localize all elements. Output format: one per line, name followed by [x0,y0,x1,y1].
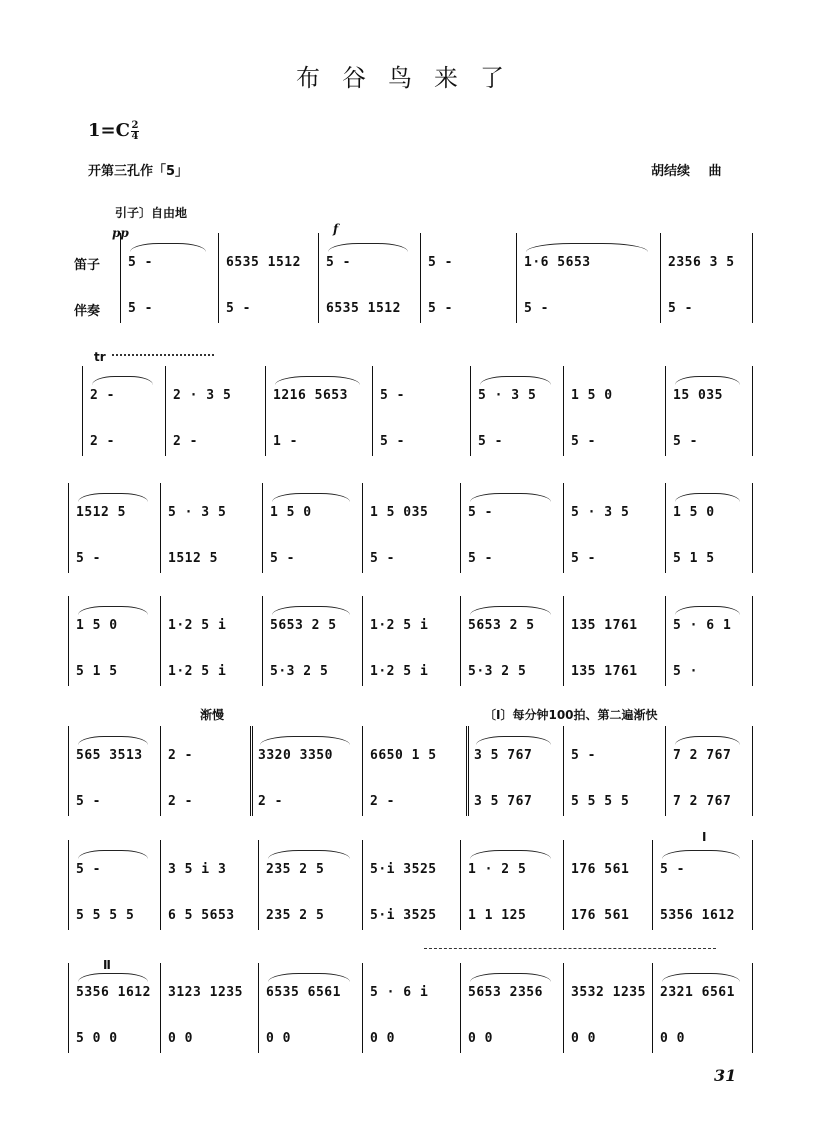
time-sig-top: 2 [131,119,139,131]
slur-mark [78,736,148,745]
barline [516,233,517,323]
accomp-measure: 5 5 5 5 [571,794,630,809]
accomp-measure: 5 · [673,664,698,679]
barline [372,366,373,456]
part-label-flute: 笛子 [74,258,101,273]
flute-measure: 5 - [128,255,153,270]
barline [665,726,666,816]
composer-credit: 胡结续 曲 [651,164,722,179]
flute-measure: 565 3513 [76,748,143,763]
accomp-measure: 0 0 [468,1031,493,1046]
flute-measure: 1 5 0 [76,618,118,633]
slur-mark [470,850,551,859]
flute-measure: 5 - [326,255,351,270]
flute-measure: 3532 1235 [571,985,646,1000]
accomp-measure: 5 - [128,301,153,316]
slur-mark [92,376,153,385]
barline [665,483,666,573]
barline [460,483,461,573]
slur-mark [470,606,551,615]
barline [660,233,661,323]
barline [68,726,69,816]
barline [262,596,263,686]
flute-measure: 5 - [660,862,685,877]
barline [218,233,219,323]
flute-measure: 2356 3 5 [668,255,735,270]
accomp-measure: 176 561 [571,908,630,923]
barline [563,596,564,686]
key-signature [88,120,139,142]
slur-mark [272,493,350,502]
accomp-measure: 5 - [76,551,101,566]
part-label-accomp: 伴奏 [74,304,101,319]
accomp-measure: 5 - [370,551,395,566]
accomp-measure: 2 - [370,794,395,809]
flute-measure: 5 - [571,748,596,763]
accomp-measure: 2 - [258,794,283,809]
accomp-measure: 2 - [90,434,115,449]
accomp-measure: 0 0 [266,1031,291,1046]
slur-mark [662,850,740,859]
trill-mark: tr [94,350,106,364]
flute-measure: 1 5 0 [270,505,312,520]
accomp-measure: 5 - [76,794,101,809]
barline [262,483,263,573]
barline [265,366,266,456]
barline [752,483,753,573]
barline [362,596,363,686]
flute-measure: 2 - [168,748,193,763]
barline [68,840,69,930]
key-label: 1=C [88,120,130,141]
barline [460,840,461,930]
flute-measure: 1 5 0 [571,388,613,403]
page-title: 布谷鸟来了 [296,64,526,92]
dynamic-pp: pp [112,226,129,240]
barline [165,366,166,456]
flute-measure: 5653 2 5 [468,618,535,633]
barline [466,726,472,816]
flute-measure: 1 · 2 5 [468,862,527,877]
flute-measure: 3123 1235 [168,985,243,1000]
flute-measure: 1·2 5 i [370,618,429,633]
accomp-measure: 5·3 2 5 [270,664,329,679]
barline [362,963,363,1053]
barline [82,366,83,456]
barline [665,366,666,456]
section-i-marker: Ⅰ [702,830,707,844]
accomp-measure: 5 - [571,551,596,566]
barline [752,840,753,930]
accomp-measure: 1·2 5 i [168,664,227,679]
accomp-measure: 0 0 [370,1031,395,1046]
slur-mark [526,243,648,252]
barline [160,726,161,816]
flute-measure: 1512 5 [76,505,126,520]
barline [160,483,161,573]
flute-measure: 1216 5653 [273,388,348,403]
flute-measure: 2321 6561 [660,985,735,1000]
accomp-measure: 135 1761 [571,664,638,679]
flute-measure: 15 035 [673,388,723,403]
accomp-measure: 1 - [273,434,298,449]
time-signature [131,121,139,142]
slur-mark [275,376,360,385]
slur-mark [470,973,551,982]
barline [665,596,666,686]
slur-mark [675,606,740,615]
flute-measure: 6535 6561 [266,985,341,1000]
accomp-measure: 5·3 2 5 [468,664,527,679]
flute-measure: 5 - [468,505,493,520]
flute-measure: 1 5 0 [673,505,715,520]
accomp-measure: 2 - [168,794,193,809]
accomp-measure: 5 0 0 [76,1031,118,1046]
barline [362,726,363,816]
barline [563,366,564,456]
barline [160,963,161,1053]
barline [160,840,161,930]
flute-measure: 5 · 6 1 [673,618,732,633]
flute-measure: 5356 1612 [76,985,151,1000]
flute-measure: 235 2 5 [266,862,325,877]
accomp-measure: 5 - [468,551,493,566]
tempo-marking: 〔Ⅰ〕每分钟100拍、第二遍渐快 [484,708,658,722]
flute-measure: 2 · 3 5 [173,388,232,403]
fingering-note: 开第三孔作「5」 [88,164,189,179]
accomp-measure: 5 - [270,551,295,566]
flute-measure: 5653 2356 [468,985,543,1000]
flute-measure: 5 - [428,255,453,270]
flute-measure: 5 - [380,388,405,403]
barline [420,233,421,323]
accomp-measure: 5356 1612 [660,908,735,923]
barline [362,840,363,930]
dynamic-f: f [333,222,339,236]
slur-mark [470,493,551,502]
accomp-measure: 3 5 767 [474,794,533,809]
accomp-measure: 5 - [380,434,405,449]
accomp-measure: 5 1 5 [76,664,118,679]
flute-measure: 1 5 035 [370,505,429,520]
accomp-measure: 5 5 5 5 [76,908,135,923]
barline [470,366,471,456]
accomp-measure: 5·i 3525 [370,908,437,923]
accomp-measure: 0 0 [571,1031,596,1046]
barline [652,840,653,930]
barline [460,596,461,686]
flute-measure: 5 · 6 i [370,985,429,1000]
trill-wavy-line [112,350,214,356]
flute-measure: 5 - [76,862,101,877]
barline [563,726,564,816]
accomp-measure: 1·2 5 i [370,664,429,679]
flute-measure: 1·6 5653 [524,255,591,270]
accomp-measure: 5 - [668,301,693,316]
barline [318,233,319,323]
barline [250,726,256,816]
slur-mark [78,850,148,859]
barline [120,233,121,323]
slur-mark [272,606,350,615]
barline [68,483,69,573]
accomp-measure: 2 - [173,434,198,449]
accomp-measure: 5 - [478,434,503,449]
flute-measure: 3 5 i 3 [168,862,227,877]
slur-mark [78,606,148,615]
accomp-measure: 5 - [226,301,251,316]
flute-measure: 5 · 3 5 [571,505,630,520]
accomp-measure: 5 - [673,434,698,449]
flute-measure: 1·2 5 i [168,618,227,633]
barline [752,726,753,816]
flute-measure: 5653 2 5 [270,618,337,633]
barline [752,963,753,1053]
barline [563,840,564,930]
slur-mark [476,736,551,745]
slur-mark [675,493,740,502]
accomp-measure: 235 2 5 [266,908,325,923]
barline [752,596,753,686]
barline [563,483,564,573]
accomp-measure: 7 2 767 [673,794,732,809]
flute-measure: 6535 1512 [226,255,301,270]
flute-measure: 7 2 767 [673,748,732,763]
slur-mark [480,376,551,385]
flute-measure: 6650 1 5 [370,748,437,763]
slowing-marking: 渐慢 [200,708,225,722]
barline [68,963,69,1053]
section-ii-marker: Ⅱ [103,958,111,972]
intro-marking: 引子〕自由地 [115,206,188,220]
slur-mark [78,973,148,982]
accomp-measure: 5 1 5 [673,551,715,566]
time-sig-bottom: 4 [131,130,139,142]
barline [752,233,753,323]
accomp-measure: 5 - [524,301,549,316]
barline [258,963,259,1053]
accomp-measure: 0 0 [660,1031,685,1046]
flute-measure: 2 - [90,388,115,403]
continuation-dashes [424,948,716,949]
flute-measure: 176 561 [571,862,630,877]
accomp-measure: 1 1 125 [468,908,527,923]
barline [362,483,363,573]
slur-mark [268,850,350,859]
flute-measure: 3 5 767 [474,748,533,763]
accomp-measure: 5 - [571,434,596,449]
slur-mark [675,736,740,745]
slur-mark [78,493,148,502]
flute-measure: 135 1761 [571,618,638,633]
flute-measure: 5 · 3 5 [478,388,537,403]
flute-measure: 5·i 3525 [370,862,437,877]
slur-mark [268,973,350,982]
slur-mark [662,973,740,982]
flute-measure: 5 · 3 5 [168,505,227,520]
barline [563,963,564,1053]
slur-mark [675,376,740,385]
barline [752,366,753,456]
barline [652,963,653,1053]
accomp-measure: 6 5 5653 [168,908,235,923]
accomp-measure: 0 0 [168,1031,193,1046]
barline [160,596,161,686]
flute-measure: 3320 3350 [258,748,333,763]
barline [68,596,69,686]
accomp-measure: 6535 1512 [326,301,401,316]
barline [258,840,259,930]
accomp-measure: 5 - [428,301,453,316]
page-number: 31 [714,1066,737,1085]
barline [460,963,461,1053]
slur-mark [130,243,206,252]
accomp-measure: 1512 5 [168,551,218,566]
slur-mark [328,243,408,252]
slur-mark [260,736,350,745]
